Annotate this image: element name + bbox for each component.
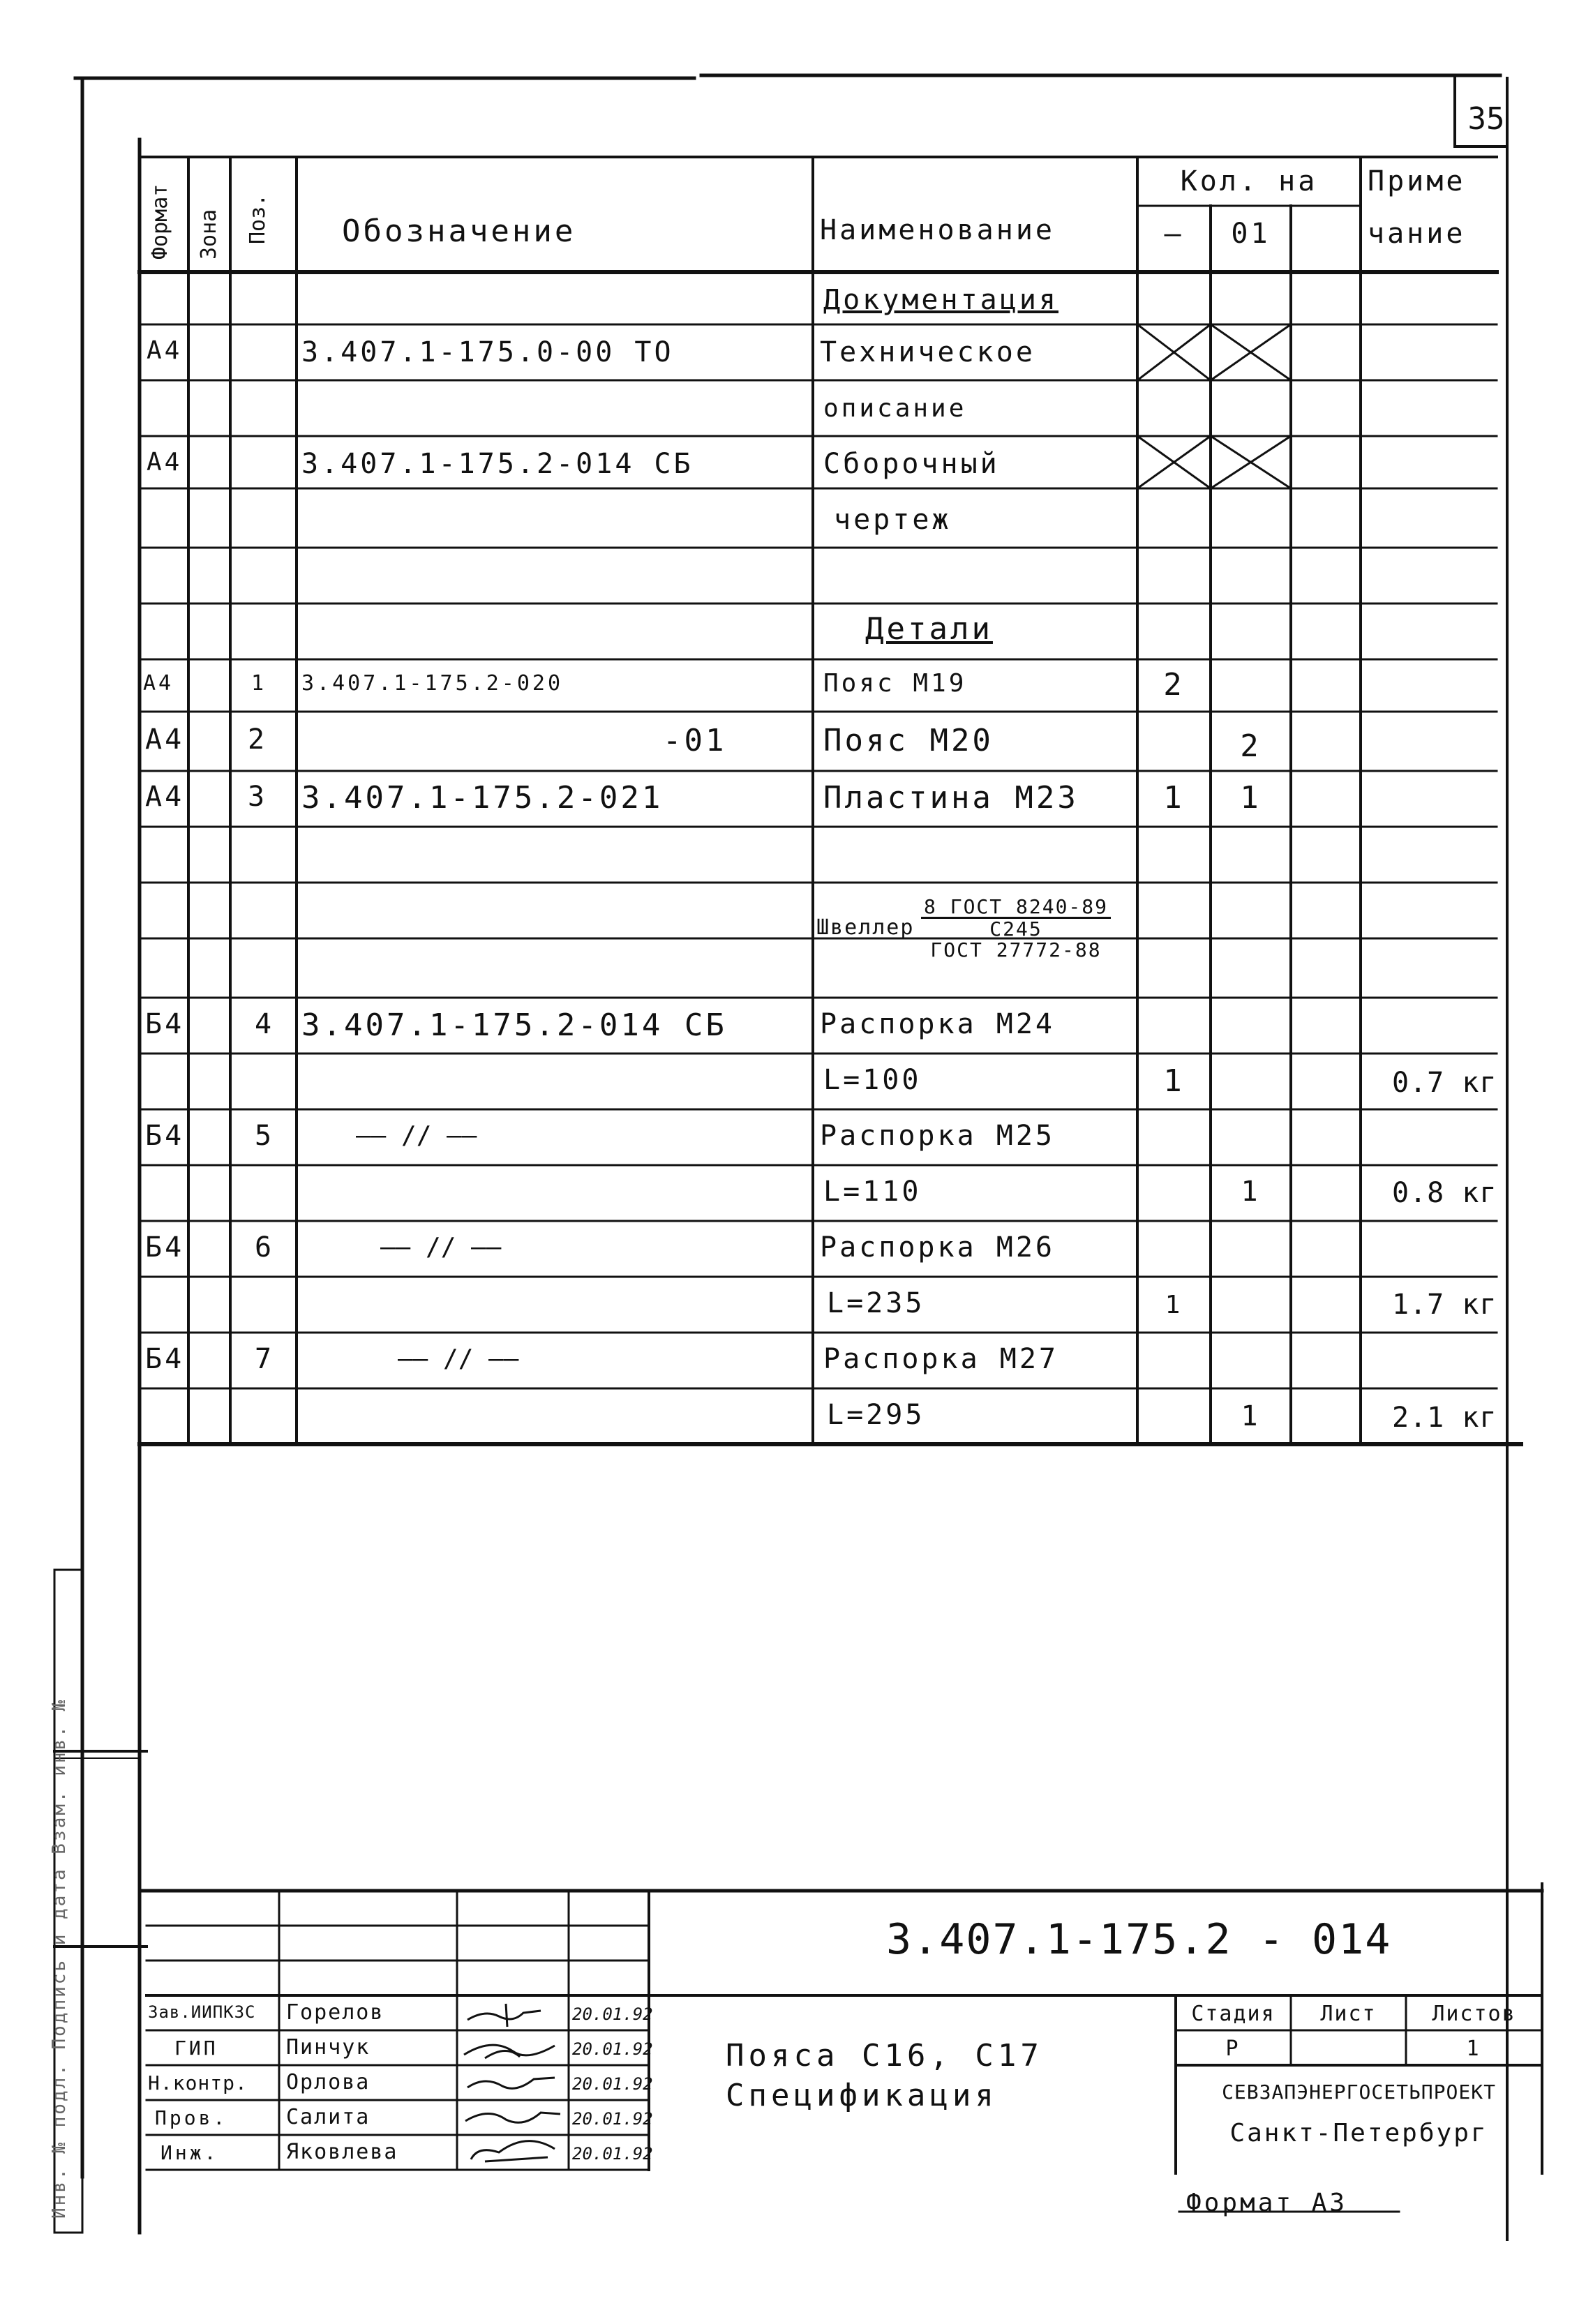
format-label: Формат А3 <box>1186 2189 1348 2217</box>
sheets-value: 1 <box>1466 2037 1482 2061</box>
spacer-row-5-note: 0.8 кг <box>1392 1177 1497 1209</box>
signer-4-name: Салита <box>286 2105 371 2129</box>
doc-row-2-name-1: Сборочный <box>823 448 1000 480</box>
spacer-row-5-format: Б4 <box>145 1120 185 1152</box>
signature-5 <box>471 2141 555 2161</box>
section-documentation: Документация <box>823 284 1058 316</box>
side-stamp: Инв. № подл. Подпись и дата Взам. инв. № <box>49 1697 70 2219</box>
header-qty: Кол. на <box>1180 165 1318 197</box>
detail-row-1-format: А4 <box>143 671 174 696</box>
spacer-row-6-name: Распорка М26 <box>820 1231 1055 1264</box>
signer-2-date: 20.01.92 <box>572 2039 653 2059</box>
header-qty-01: 01 <box>1231 218 1271 250</box>
spacer-row-4-designation: 3.407.1-175.2-014 СБ <box>301 1007 727 1043</box>
section-details: Детали <box>865 611 993 647</box>
detail-row-3-designation: 3.407.1-175.2-021 <box>301 780 664 816</box>
detail-row-3-name: Пластина М23 <box>823 780 1079 816</box>
signature-2 <box>464 2045 555 2058</box>
sheet-label: Лист <box>1320 2002 1377 2026</box>
page-number: 35 <box>1467 100 1505 137</box>
spacer-row-4-length: L=100 <box>823 1064 922 1096</box>
sheets-label: Листов <box>1432 2002 1516 2026</box>
detail-row-2-format: А4 <box>145 724 185 756</box>
detail-row-1-qty-dash: 2 <box>1163 667 1185 703</box>
organization-city: Санкт-Петербург <box>1229 2119 1488 2147</box>
spacer-row-6-length: L=235 <box>827 1287 925 1319</box>
detail-row-3-format: А4 <box>145 781 185 813</box>
doc-row-1-format: А4 <box>147 336 183 365</box>
header-note-2: чание <box>1368 218 1466 250</box>
detail-row-1-designation: 3.407.1-175.2-020 <box>301 671 564 696</box>
channel-fraction <box>921 897 1111 960</box>
detail-row-2-name: Пояс М20 <box>823 723 994 758</box>
spacer-row-4-pos: 4 <box>255 1008 275 1040</box>
spacer-row-7-name: Распорка М27 <box>823 1343 1058 1375</box>
spacer-row-4-format: Б4 <box>145 1008 185 1040</box>
spacer-row-5-qty-01: 1 <box>1241 1176 1261 1208</box>
signature-4 <box>465 2113 560 2122</box>
signer-1-name: Горелов <box>286 2000 384 2025</box>
doc-row-2-name-2: чертеж <box>834 504 952 536</box>
signature-3 <box>467 2078 555 2088</box>
detail-row-3-pos: 3 <box>248 781 268 813</box>
signer-1-date: 20.01.92 <box>572 2004 653 2024</box>
header-name: Наименование <box>820 214 1055 246</box>
spacer-row-6-qty-dash: 1 <box>1165 1291 1183 1319</box>
detail-row-3-qty-dash: 1 <box>1163 780 1185 816</box>
signer-5-role: Инж. <box>160 2141 219 2164</box>
spacer-row-4-note: 0.7 кг <box>1392 1067 1497 1099</box>
header-note-1: Приме <box>1368 165 1466 197</box>
detail-row-2-designation: -01 <box>663 723 727 758</box>
signer-1-role: Зав.ИИПКЗС <box>148 2002 256 2022</box>
header-pos: Поз. <box>246 193 270 244</box>
spacer-row-7-qty-01: 1 <box>1241 1400 1261 1432</box>
stage-label: Стадия <box>1191 2002 1275 2026</box>
spacer-row-7-designation: —— // —— <box>398 1344 519 1373</box>
signature-1 <box>467 2004 541 2027</box>
spacer-row-4-name: Распорка М24 <box>820 1008 1055 1040</box>
signer-5-name: Яковлева <box>286 2140 398 2164</box>
signatures <box>457 1995 569 2170</box>
signer-4-date: 20.01.92 <box>572 2109 653 2129</box>
spacer-row-5-length: L=110 <box>823 1176 922 1208</box>
doc-row-2-format: А4 <box>147 448 183 477</box>
signer-2-name: Пинчук <box>286 2035 371 2060</box>
signer-2-role: ГИП <box>174 2037 218 2060</box>
spacer-row-5-name: Распорка М25 <box>820 1120 1055 1152</box>
spacer-row-6-pos: 6 <box>255 1231 275 1264</box>
header-qty-dash: — <box>1164 218 1184 250</box>
document-code: 3.407.1-175.2 - 014 <box>886 1915 1392 1964</box>
header-designation: Обозначение <box>342 213 576 249</box>
spacer-row-6-format: Б4 <box>145 1231 185 1264</box>
doc-row-1-name-2: описание <box>823 394 967 423</box>
spacer-row-5-pos: 5 <box>255 1120 275 1152</box>
spacer-row-5-designation: —— // —— <box>356 1121 477 1150</box>
doc-row-2-designation: 3.407.1-175.2-014 СБ <box>301 448 694 480</box>
organization-name: СЕВЗАПЭНЕРГОСЕТЬПРОЕКТ <box>1222 2081 1496 2104</box>
spacer-row-4-qty-dash: 1 <box>1163 1063 1185 1099</box>
signer-3-date: 20.01.92 <box>572 2074 653 2094</box>
header-format: Формат <box>148 183 172 260</box>
spacer-row-7-pos: 7 <box>255 1343 275 1375</box>
detail-row-1-name: Пояс М19 <box>823 669 967 698</box>
spacer-row-6-designation: —— // —— <box>380 1233 502 1261</box>
title-line-2: Спецификация <box>726 2078 998 2113</box>
signer-4-role: Пров. <box>155 2106 228 2129</box>
signer-5-date: 20.01.92 <box>572 2144 653 2164</box>
channel-label: Швеллер <box>816 915 915 940</box>
detail-row-2-pos: 2 <box>248 724 268 756</box>
title-line-1: Пояса С16, С17 <box>726 2038 1043 2074</box>
detail-row-1-pos: 1 <box>251 671 267 696</box>
spacer-row-6-note: 1.7 кг <box>1392 1289 1497 1321</box>
stage-value: Р <box>1225 2037 1241 2061</box>
detail-row-3-qty-01: 1 <box>1240 780 1262 816</box>
signer-3-role: Н.контр. <box>148 2071 248 2094</box>
doc-row-1-name-1: Техническое <box>820 336 1035 368</box>
spacer-row-7-note: 2.1 кг <box>1392 1402 1497 1434</box>
spacer-row-7-format: Б4 <box>145 1343 185 1375</box>
spacer-row-7-length: L=295 <box>827 1399 925 1431</box>
channel-numerator: 8 ГОСТ 8240-89 <box>921 897 1111 919</box>
detail-row-2-qty-01: 2 <box>1240 728 1262 764</box>
signer-3-name: Орлова <box>286 2070 371 2094</box>
channel-denominator-1: С245 <box>989 917 1042 941</box>
channel-denominator-2: ГОСТ 27772-88 <box>930 938 1102 961</box>
header-zone: Зона <box>197 209 221 260</box>
doc-row-1-designation: 3.407.1-175.0-00 ТО <box>301 336 674 368</box>
